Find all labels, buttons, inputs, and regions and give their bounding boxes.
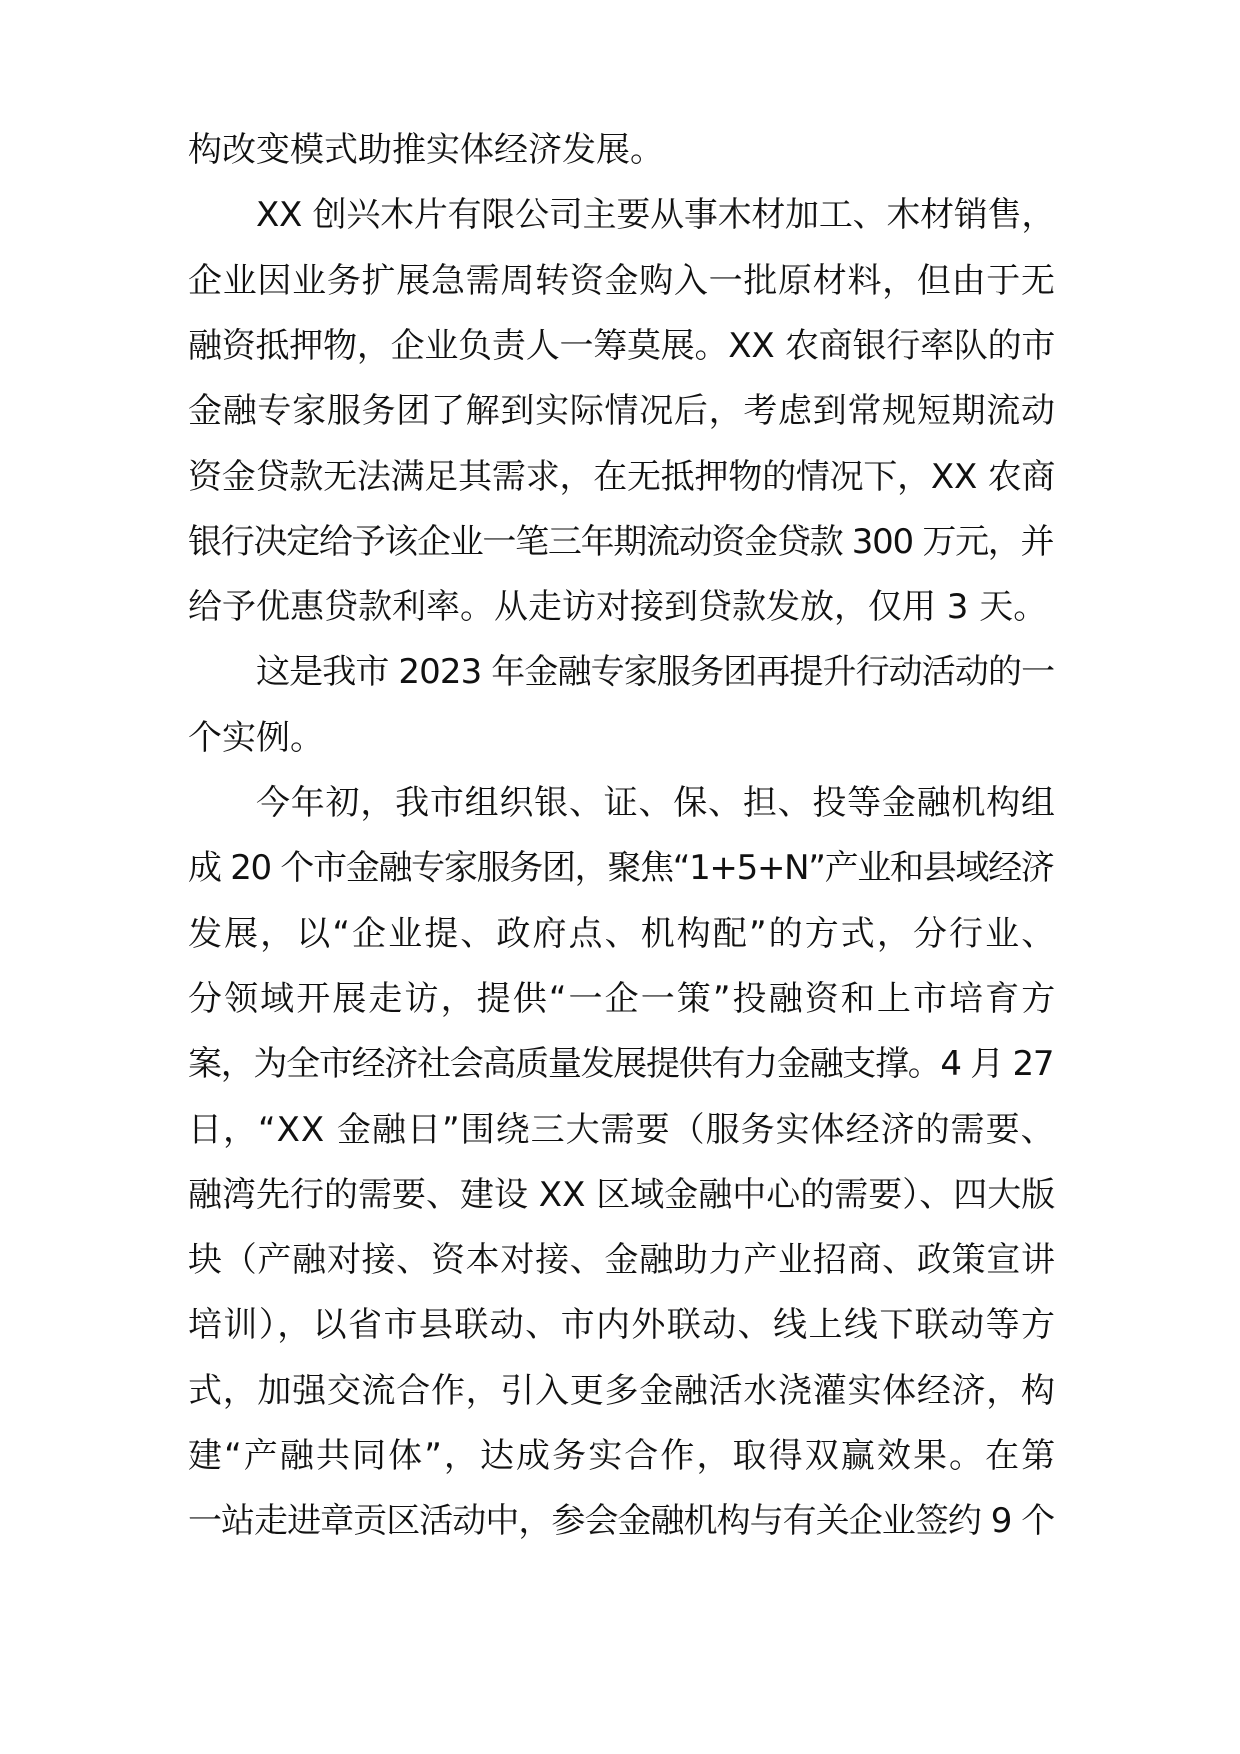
- paragraph-line: 分领域开展走访，提供“一企一策”投融资和上市培育方: [188, 978, 1058, 1019]
- paragraph-line: 金融专家服务团了解到实际情况后，考虑到常规短期流动: [188, 391, 1056, 432]
- paragraph-line: 日，“XX 金融日”围绕三大需要（服务实体经济的需要、: [188, 1109, 1056, 1150]
- paragraph-line: 成 20 个市金融专家服务团，聚焦“1+5+N”产业和县域经济: [188, 848, 1054, 889]
- paragraph-line: 发展，以“企业提、政府点、机构配”的方式，分行业、: [188, 913, 1058, 954]
- paragraph-line: 培训），以省市县联动、市内外联动、线上线下联动等方: [188, 1305, 1057, 1346]
- paragraph-line: 这是我市 2023 年金融专家服务团再提升行动活动的一: [256, 652, 1055, 693]
- paragraph-line: 资金贷款无法满足其需求，在无抵押物的情况下，XX 农商: [188, 456, 1056, 497]
- paragraph-line: 融湾先行的需要、建设 XX 区域金融中心的需要）、四大版: [188, 1174, 1056, 1215]
- paragraph-line: 一站走进章贡区活动中，参会金融机构与有关企业签约 9 个: [188, 1501, 1055, 1542]
- paragraph-line: 构改变模式助推实体经济发展。: [188, 130, 664, 170]
- paragraph-line: 建“产融共同体”，达成务实合作，取得双赢效果。在第: [188, 1436, 1058, 1476]
- paragraph-line: 融资抵押物，企业负责人一筹莫展。XX 农商银行率队的市: [188, 325, 1056, 366]
- paragraph-line: XX 创兴木片有限公司主要从事木材加工、木材销售，: [256, 195, 1056, 236]
- paragraph-line: 银行决定给予该企业一笔三年期流动资金贷款 300 万元，并: [188, 521, 1054, 562]
- paragraph-line: 块（产融对接、资本对接、金融助力产业招商、政策宣讲: [188, 1240, 1056, 1281]
- paragraph-line: 企业因业务扩展急需周转资金购入一批原材料，但由于无: [188, 260, 1056, 301]
- paragraph-line: 今年初，我市组织银、证、保、担、投等金融机构组: [256, 783, 1056, 823]
- paragraph-line: 式，加强交流合作，引入更多金融活水浇灌实体经济，构: [188, 1370, 1056, 1411]
- paragraph-line: 案，为全市经济社会高质量发展提供有力金融支撑。4 月 27: [188, 1044, 1054, 1085]
- paragraph-line: 给予优惠贷款利率。从走访对接到贷款发放，仅用 3 天。: [188, 587, 1048, 628]
- paragraph-line: 个实例。: [188, 717, 324, 758]
